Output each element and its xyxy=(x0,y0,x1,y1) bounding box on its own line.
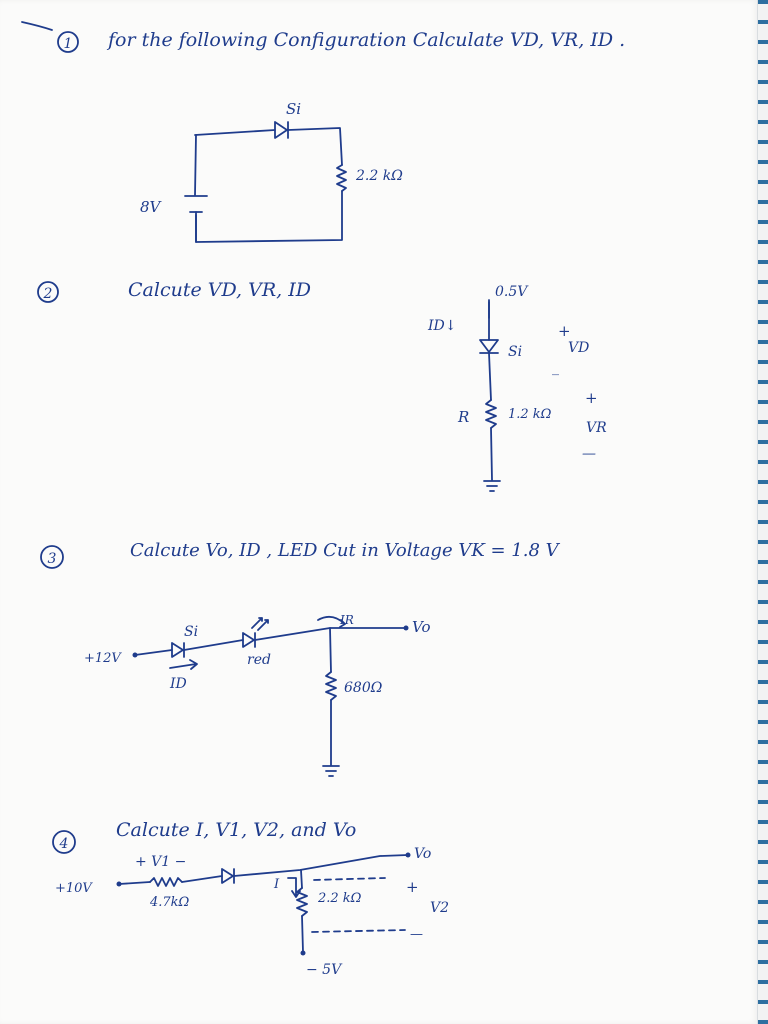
q1-wire-bottom xyxy=(196,191,342,242)
q3-led-symbol xyxy=(243,633,254,647)
q1-diode-symbol xyxy=(275,122,287,138)
q1-wire-top-left xyxy=(195,130,275,135)
q3-current-label: ID xyxy=(170,676,187,692)
q2-number: 2 xyxy=(43,286,53,302)
q2-vr-plus: + xyxy=(585,389,598,407)
q4-negative-source-label: − 5V xyxy=(306,962,342,978)
q1-number: 1 xyxy=(63,36,73,52)
q4-wire-1 xyxy=(119,882,150,884)
q2-prompt: Calcute VD, VR, ID xyxy=(128,279,311,301)
q1-resistor xyxy=(337,165,346,191)
q4-wire-3 xyxy=(234,855,408,876)
margin-stroke xyxy=(22,22,52,30)
q2-resistor-label: 1.2 kΩ xyxy=(508,407,552,422)
q3-resistor xyxy=(326,672,336,700)
q1-source-label: 8V xyxy=(140,198,161,216)
q4-v1-label: + V1 − xyxy=(135,854,187,870)
q3-led-label: red xyxy=(247,652,271,668)
q4-r1-resistor xyxy=(150,878,182,886)
q2-wire-mid xyxy=(489,353,491,400)
q3-diode-label: Si xyxy=(184,624,199,640)
q1-circuit xyxy=(185,122,346,242)
q4-prompt: Calcute I, V1, V2, and Vo xyxy=(116,819,357,841)
q2-vd-plus: + xyxy=(558,322,571,340)
q4-current-label: I xyxy=(274,877,280,892)
q2-resistor-name: R xyxy=(458,408,470,426)
q4-source-label: +10V xyxy=(55,881,92,896)
q3-output-terminal xyxy=(404,626,409,631)
q2-top-voltage: 0.5V xyxy=(495,284,528,300)
q4-r1-label: 4.7kΩ xyxy=(150,895,190,910)
q1-diode-label: Si xyxy=(286,100,302,118)
q4-v2-minus: — xyxy=(410,927,423,942)
q3-wire-2 xyxy=(184,640,243,650)
q4-r2-label: 2.2 kΩ xyxy=(318,891,362,906)
q3-current-arrow xyxy=(170,660,197,669)
q2-vd-minus: _ xyxy=(552,360,559,376)
q3-source-label: +12V xyxy=(84,651,121,666)
q3-si-diode-symbol xyxy=(172,643,183,657)
q2-ground-icon xyxy=(484,481,500,491)
q4-wire-down xyxy=(301,870,302,888)
q1-prompt: for the following Configuration Calculate VD, VR, ID . xyxy=(108,29,626,51)
q4-negative-terminal xyxy=(301,951,306,956)
q3-number: 3 xyxy=(47,551,57,567)
q2-current-label: ID↓ xyxy=(428,318,457,334)
q2-wire-bottom xyxy=(491,428,492,480)
q4-v2-label: V2 xyxy=(430,900,450,916)
q4-wire-2 xyxy=(182,876,222,882)
q3-wire-1 xyxy=(135,650,172,655)
q1-wire-top-right xyxy=(288,128,342,165)
q2-vr-minus: — xyxy=(582,446,596,462)
q1-resistor-label: 2.2 kΩ xyxy=(356,168,403,184)
q1-wire-left xyxy=(195,135,196,195)
q2-diode-label: Si xyxy=(508,344,523,360)
q3-led-light-arrows xyxy=(252,618,268,630)
q4-wire-bottom xyxy=(302,916,303,952)
q3-ir-label: IR xyxy=(340,613,354,627)
q4-diode-symbol xyxy=(222,869,233,883)
q4-v2-plus: + xyxy=(406,878,419,896)
q4-output-terminal xyxy=(406,853,411,858)
q3-circuit xyxy=(133,617,409,776)
q3-resistor-label: 680Ω xyxy=(344,680,383,696)
q2-diode-symbol xyxy=(480,340,498,352)
q2-vr-label: VR xyxy=(586,420,607,436)
q4-output-label: Vo xyxy=(414,846,432,862)
q3-ground-icon xyxy=(323,766,339,776)
q2-vd-label: VD xyxy=(568,340,590,356)
q3-wire-down xyxy=(330,628,331,672)
q4-r2-resistor xyxy=(297,888,307,916)
q2-resistor xyxy=(486,400,496,428)
q2-circuit xyxy=(480,300,500,491)
q3-output-label: Vo xyxy=(412,618,431,636)
q4-current-arrow xyxy=(288,878,300,897)
q4-number: 4 xyxy=(59,836,69,852)
q3-prompt: Calcute Vo, ID , LED Cut in Voltage VK = 1.8 V xyxy=(130,540,559,561)
